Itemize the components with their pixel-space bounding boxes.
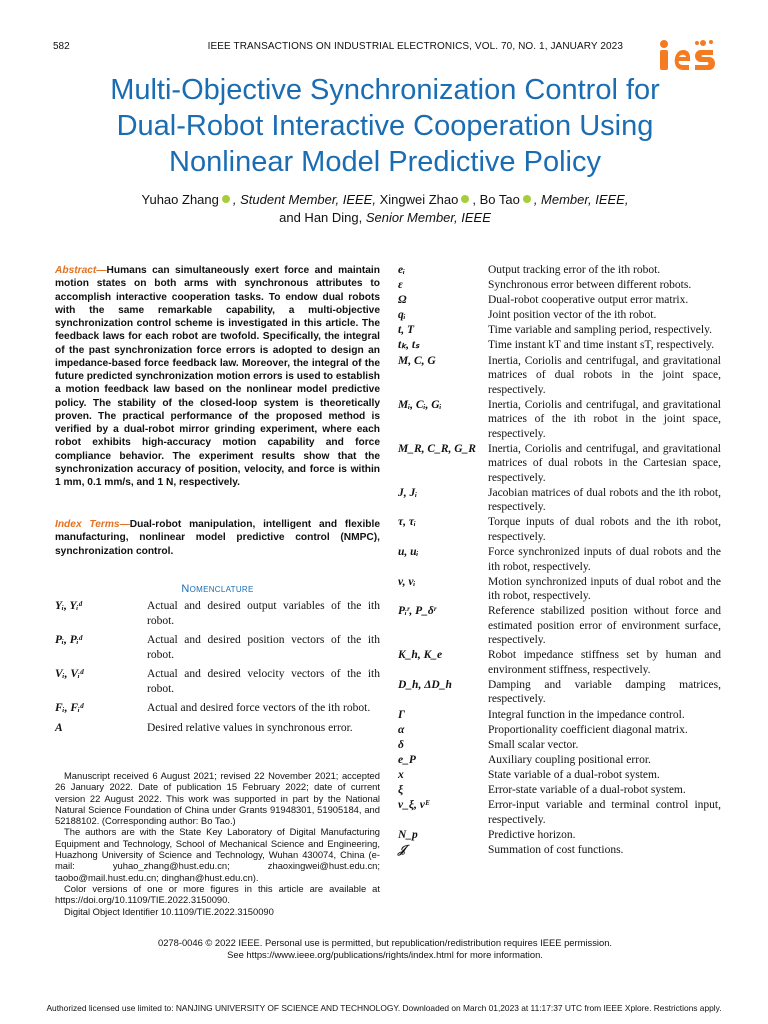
paper-title [40,72,730,180]
nomenclature-symbol: u, uᵢ [398,546,419,559]
nomenclature-entry [398,354,721,398]
nomenclature-entry [398,768,721,783]
nomenclature-entry [398,738,721,753]
footnote-color: Color versions of one or more figures in this article are available at https://doi.org/10.1109/TIE.2022.3150090. [55,882,380,906]
orcid-icon[interactable] [222,195,230,203]
nomenclature-symbol: ε [398,279,403,292]
journal-header: IEEE TRANSACTIONS ON INDUSTRIAL ELECTRONICS, VOL. 70, NO. 1, JANUARY 2023 [207,41,623,52]
nomenclature-symbol: M, C, G [398,354,436,367]
nomenclature-entry [398,442,721,486]
nomenclature-symbol: Γ [398,708,405,721]
nomenclature-definition: Inertia, Coriolis and centrifugal, and gravitational matrices of dual robots in the joint space, respectively. [488,354,721,396]
copyright-link[interactable]: See https://www.ieee.org/publications/rights/index.html for more information. [227,948,543,960]
nomenclature-definition: Output tracking error of the ith robot. [488,264,661,276]
author-name: and Han Ding, [279,210,363,225]
nomenclature-symbol: M_R, C_R, G_R [398,442,476,455]
nomenclature-symbol: A [55,721,63,734]
nomenclature-entry [398,783,721,798]
author-role: , Member, IEEE, [533,192,629,207]
nomenclature-symbol: Fᵢ, Fᵢᵈ [55,702,84,714]
nomenclature-entry [55,633,380,662]
nomenclature-definition: Jacobian matrices of dual robots and the ith robot, respectively. [488,486,721,514]
footnote-affiliation: The authors are with the State Key Laboratory of Digital Manufacturing Equipment and Technology, School of Mechanical Science and Engineering, Huazhong University of Science and Technology, Wuhan 430074, China (e-mail: yuhao_zhang@hust.edu.cn; zhaoxingwei@hust.edu.cn; taobo@mail.hust.edu.cn; dinghan@hust.edu.cn). [55,826,380,883]
nomenclature-entry [398,828,721,843]
nomenclature-definition: Actual and desired force vectors of the ith robot. [147,702,371,714]
nomenclature-definition: Auxiliary coupling positional error. [488,753,651,766]
author-role: , Student Member, IEEE, [232,192,376,207]
nomenclature-entry [398,293,721,308]
nomenclature-definition: Proportionality coefficient diagonal matrix. [488,723,688,736]
nomenclature-symbol: Pᵢ, Pᵢᵈ [55,634,83,646]
index-terms-lead: Index Terms— [55,519,130,530]
abstract-lead: Abstract— [55,265,107,276]
nomenclature-definition: Time instant kT and time instant sT, respectively. [488,339,715,352]
footnote-doi: Digital Object Identifier 10.1109/TIE.2022.3150090 [64,905,274,917]
nomenclature-definition: Summation of cost functions. [488,843,624,856]
nomenclature-entry [398,798,721,827]
nomenclature-entry [398,278,721,293]
nomenclature-definition: Torque inputs of dual robots and the ith robot, respectively. [488,516,721,543]
nomenclature-entry [398,545,721,574]
nomenclature-definition: Desired relative values in synchronous error. [147,721,353,734]
nomenclature-definition: Robot impedance stiffness set by human and environment stiffness, respectively. [488,649,721,676]
nomenclature-symbol: tₖ, tₛ [398,339,420,352]
nomenclature-symbol: K_h, K_e [398,649,443,662]
title-line: Dual-Robot Interactive Cooperation Using [116,110,654,142]
nomenclature-entry [398,723,721,738]
copyright-line: 0278-0046 © 2022 IEEE. Personal use is permitted, but republication/redistribution requires IEEE permission. [157,937,613,948]
title-line: Nonlinear Model Predictive Policy [169,146,601,178]
nomenclature-definition: Actual and desired velocity vectors of the ith robot. [147,668,380,695]
nomenclature-definition: Damping and variable damping matrices, respectively. [488,678,721,706]
title-line: Multi-Objective Synchronization Control for [110,74,660,106]
nomenclature-left [55,599,380,740]
nomenclature-entry [398,263,721,278]
nomenclature-entry [398,753,721,768]
nomenclature-heading: Nomenclature [181,583,254,595]
orcid-icon[interactable] [461,195,469,203]
nomenclature-definition: Inertia, Coriolis and centrifugal, and gravitational matrices of dual robots in the Cartesian space, respectively. [488,442,721,484]
nomenclature-symbol: x [398,768,404,781]
nomenclature-symbol: τ, τᵢ [398,516,416,529]
nomenclature-entry [398,486,721,515]
nomenclature-definition: Integral function in the impedance control. [488,708,685,721]
nomenclature-right [398,263,721,858]
nomenclature-definition: Dual-robot cooperative output error matrix. [488,294,689,307]
index-terms-text: Dual-robot manipulation, intelligent and flexible manufacturing, nonlinear model predictive control (NMPC), synchronization control. [55,519,381,557]
nomenclature-symbol: Pᵢʳ, P_δʳ [398,605,437,618]
nomenclature-entry [398,338,721,353]
nomenclature-definition: Time variable and sampling period, respectively. [488,324,712,337]
page-number: 582 [53,41,70,52]
nomenclature-symbol: v_ξ, vᴱ [398,799,430,812]
nomenclature-symbol: Ω [398,294,407,307]
nomenclature-symbol: eᵢ [398,264,406,276]
nomenclature-entry [398,648,721,677]
nomenclature-definition: Predictive horizon. [488,828,576,841]
nomenclature-symbol: qᵢ [398,309,406,322]
nomenclature-entry [55,701,380,716]
author-role: Senior Member, IEEE [362,210,491,225]
nomenclature-definition: State variable of a dual-robot system. [488,768,660,781]
nomenclature-symbol: D_h, ΔD_h [398,678,452,691]
nomenclature-definition: Error-input variable and terminal control input, respectively. [488,799,721,826]
orcid-icon[interactable] [523,195,531,203]
nomenclature-entry [398,308,721,323]
author-name: , Bo Tao [472,192,520,207]
nomenclature-entry [398,678,721,707]
author-name: Yuhao Zhang [141,192,219,207]
nomenclature-symbol: α [398,723,405,736]
nomenclature-definition: Synchronous error between different robots. [488,279,692,292]
ies-logo [657,38,721,74]
nomenclature-entry [55,599,380,628]
copyright-notice [60,937,710,960]
footnote [55,770,380,917]
nomenclature-symbol: t, T [398,324,414,337]
nomenclature-symbol: N_p [398,828,418,841]
nomenclature-entry [398,323,721,338]
nomenclature-definition: Error-state variable of a dual-robot system. [488,783,686,796]
nomenclature-entry [398,604,721,648]
nomenclature-definition: Small scalar vector. [488,738,579,751]
nomenclature-definition: Force synchronized inputs of dual robots and the ith robot, respectively. [488,546,721,573]
nomenclature-definition: Joint position vector of the ith robot. [488,309,657,322]
nomenclature-definition: Inertia, Coriolis and centrifugal, and gravitational matrices of the ith robot in the joint space, respectively. [488,398,721,440]
index-terms [55,518,380,558]
nomenclature-symbol: Mᵢ, Cᵢ, Gᵢ [398,398,442,411]
nomenclature-definition: Actual and desired output variables of the ith robot. [147,600,380,627]
nomenclature-symbol: J, Jᵢ [398,486,418,499]
nomenclature-definition: Actual and desired position vectors of the ith robot. [147,634,380,661]
nomenclature-symbol: 𝒥 [398,843,406,856]
nomenclature-entry [398,708,721,723]
footnote-manuscript: Manuscript received 6 August 2021; revised 22 November 2021; accepted 26 January 2022. Date of publication 15 February 2022; date of current version 22 August 2022. This work was supported in part by the National Natural Science Foundation of China under Grants 91948301, 51905184, and 52188102. (Corresponding author: Bo Tao.) [55,770,380,827]
nomenclature-symbol: e_P [398,753,416,766]
nomenclature-symbol: δ [398,738,404,751]
license-notice: Authorized licensed use limited to: NANJING UNIVERSITY OF SCIENCE AND TECHNOLOGY. Downloaded on March 01,2023 at 11:17:37 UTC from IEEE Xplore. Restrictions apply. [46,1003,722,1013]
nomenclature-entry [398,515,721,544]
nomenclature-entry [55,667,380,696]
nomenclature-symbol: Yᵢ, Yᵢᵈ [55,600,82,612]
nomenclature-entry [398,843,721,858]
nomenclature-definition: Motion synchronized inputs of dual robot and the ith robot, respectively. [488,575,721,603]
nomenclature-symbol: v, vᵢ [398,575,416,588]
nomenclature-symbol: Vᵢ, Vᵢᵈ [55,668,84,680]
abstract-text: Humans can simultaneously exert force and maintain motion states on both arms with synchronous attributes to accomplish interactive cooperation tasks. To endow dual robots with the same remarkable capability, a multi-objective synchronization control scheme is investigated in this article. The feedback laws for each robot are twofold. Specifically, the integral of the past synchronization force errors is adopted to design an impedance-based force feedback law. Moreover, the integral of the future predicted synchronization motion errors is used to establish a motion feedback law based on the nonlinear model predictive policy. The stability of the closed-loop system is theoretically proven. The practical performance of the proposed method is verified by a dual-robot mirror grinding experiment, where each robot exhibits high-accuracy motion capability and force compliance behavior. The experiment results show that the synchronization accuracy of position, velocity, and force is within 1 mm, 0.1 mm/s, and 1 N, respectively. [55,265,380,488]
nomenclature-entry [55,721,380,736]
nomenclature-entry [398,398,721,442]
nomenclature-definition: Reference stabilized position without force and estimated position error of environment surface, respectively. [488,605,721,647]
author-list [40,191,730,227]
nomenclature-entry [398,575,721,604]
abstract [55,264,380,489]
nomenclature-symbol: ξ [398,783,404,796]
author-name: Xingwei Zhao [375,192,459,207]
